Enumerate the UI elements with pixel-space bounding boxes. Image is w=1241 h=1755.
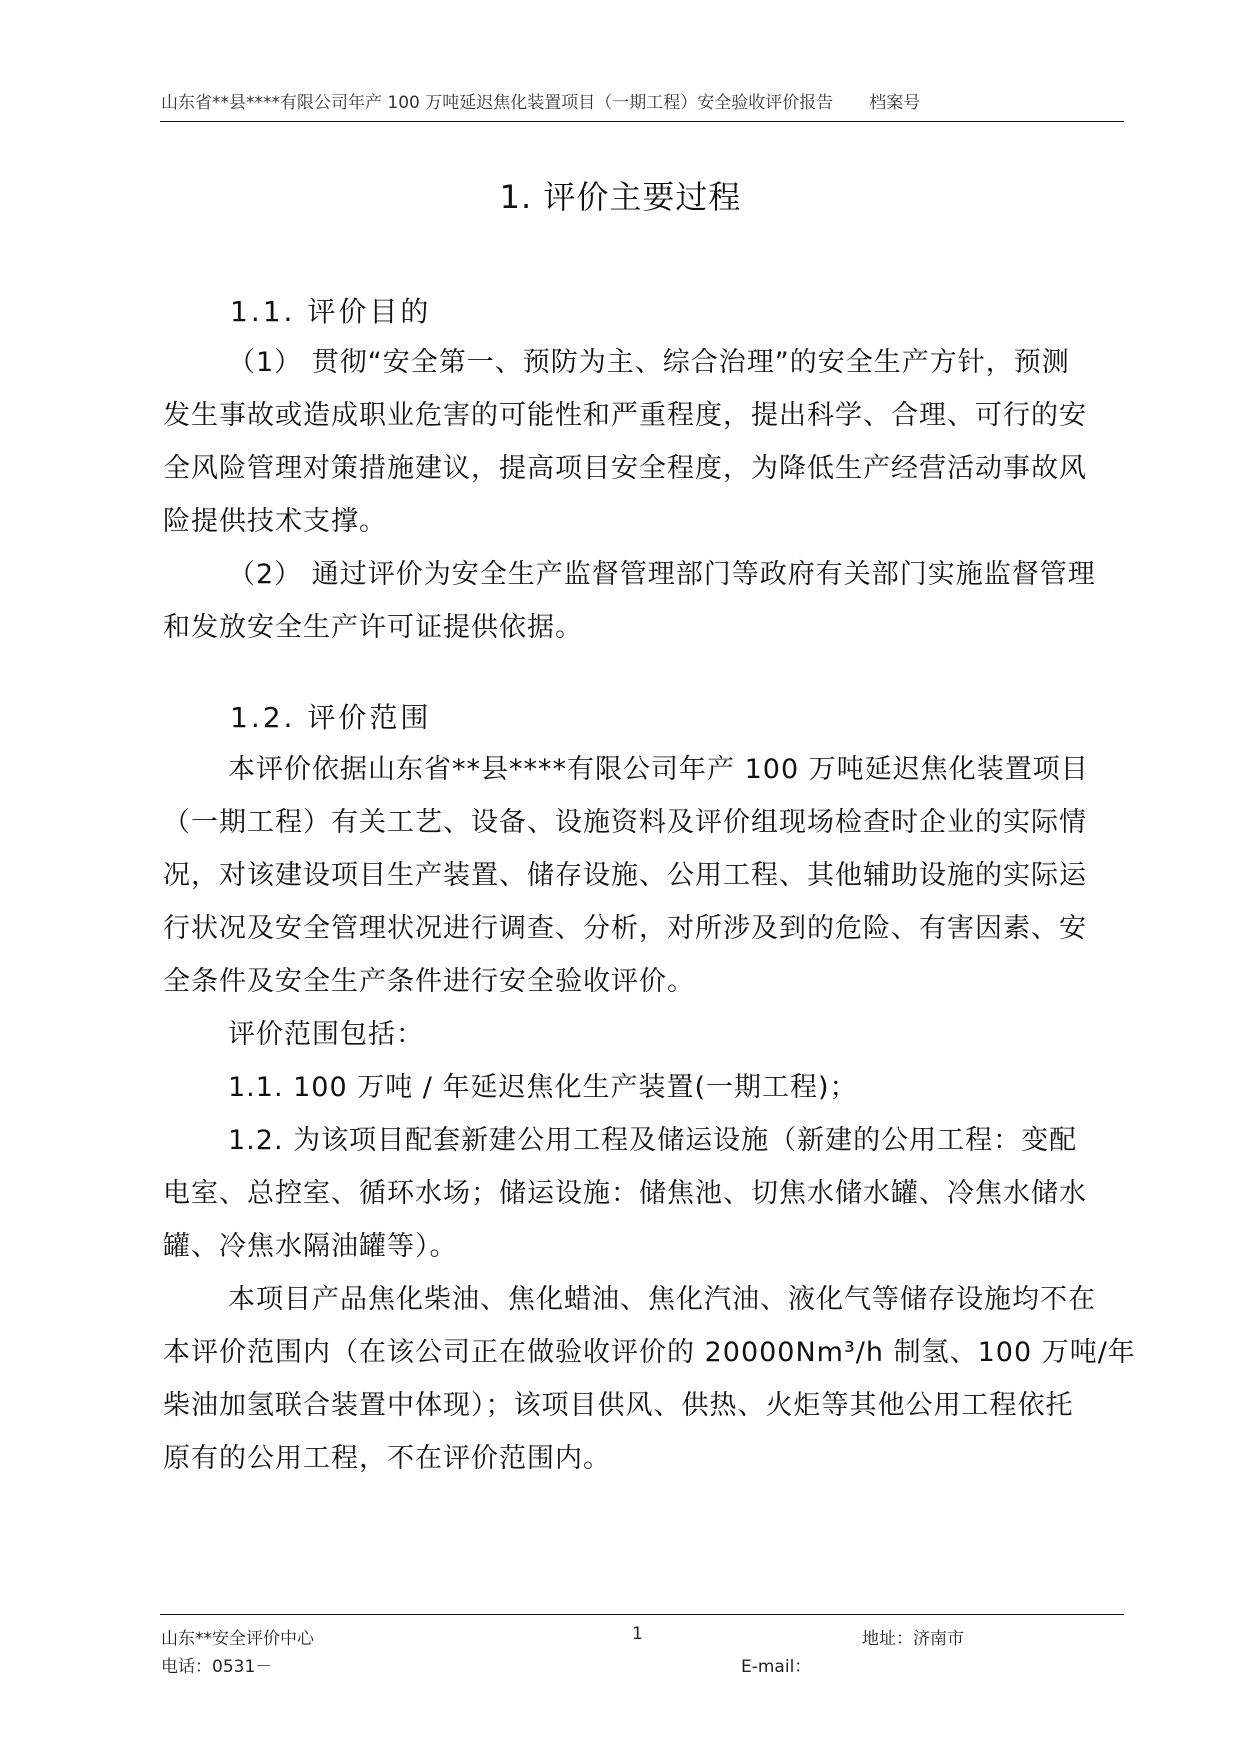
scope-p1-line-5: 全条件及安全生产条件进行安全验收评价。 (163, 966, 695, 997)
scope-p3-line-1: 本项目产品焦化柴油、焦化蜡油、焦化汽油、液化气等储存设施均不在 (228, 1284, 1096, 1315)
footer-rule (160, 1614, 1124, 1615)
section-1-title: 1. 评价主要过程 (499, 178, 742, 216)
scope-item-1: 1.1. 100 万吨 / 年延迟焦化生产装置(一期工程)； (228, 1072, 858, 1103)
scope-p3-line-3: 柴油加氢联合装置中体现）；该项目供风、供热、火炬等其他公用工程依托 (163, 1390, 1074, 1421)
scope-p3-line-4: 原有的公用工程，不在评价范围内。 (163, 1443, 611, 1474)
page-number: 1 (632, 1624, 643, 1644)
purpose-p1-line-1: （1） 贯彻“安全第一、预防为主、综合治理”的安全生产方针，预测 (228, 347, 1070, 378)
header-rule (160, 121, 1124, 122)
scope-item-2-line-3: 罐、冷焦水隔油罐等）。 (163, 1231, 458, 1262)
header-title: 山东省**县****有限公司年产 100 万吨延迟焦化装置项目（一期工程）安全验收评价报告 (161, 93, 834, 113)
purpose-p1-line-3: 全风险管理对策措施建议，提高项目安全程度，为降低生产经营活动事故风 (163, 453, 1087, 484)
scope-item-2-line-2: 电室、总控室、循环水场；储运设施：储焦池、切焦水储水罐、冷焦水储水 (163, 1178, 1087, 1209)
page-header (161, 88, 1121, 113)
scope-p1-line-1: 本评价依据山东省**县****有限公司年产 100 万吨延迟焦化装置项目 (228, 754, 1089, 785)
footer-phone: 电话：0531－ (161, 1657, 273, 1677)
footer-org: 山东**安全评价中心 (161, 1629, 314, 1649)
purpose-p1-line-4: 险提供技术支撑。 (163, 506, 387, 537)
archive-number-label: 档案号 (869, 93, 921, 113)
purpose-p2-line-2: 和发放安全生产许可证提供依据。 (163, 612, 583, 643)
scope-p1-line-4: 行状况及安全管理状况进行调查、分析，对所涉及到的危险、有害因素、安 (163, 913, 1087, 944)
section-1-2-heading: 1.2. 评价范围 (230, 701, 432, 734)
scope-item-2-line-1: 1.2. 为该项目配套新建公用工程及储运设施（新建的公用工程：变配 (228, 1125, 1078, 1156)
scope-p3-line-2: 本评价范围内（在该公司正在做验收评价的 20000Nm³/h 制氢、100 万吨/年 (163, 1337, 1136, 1368)
scope-p1-line-2: （一期工程）有关工艺、设备、设施资料及评价组现场检查时企业的实际情 (163, 807, 1087, 838)
section-1-1-heading: 1.1. 评价目的 (230, 295, 432, 328)
purpose-p2-line-1: （2） 通过评价为安全生产监督管理部门等政府有关部门实施监督管理 (228, 559, 1096, 590)
purpose-p1-line-2: 发生事故或造成职业危害的可能性和严重程度，提出科学、合理、可行的安 (163, 400, 1087, 431)
scope-intro: 评价范围包括： (228, 1019, 424, 1050)
footer-email: E-mail： (741, 1657, 812, 1677)
footer-address: 地址：济南市 (862, 1629, 964, 1649)
scope-p1-line-3: 况，对该建设项目生产装置、储存设施、公用工程、其他辅助设施的实际运 (163, 860, 1087, 891)
